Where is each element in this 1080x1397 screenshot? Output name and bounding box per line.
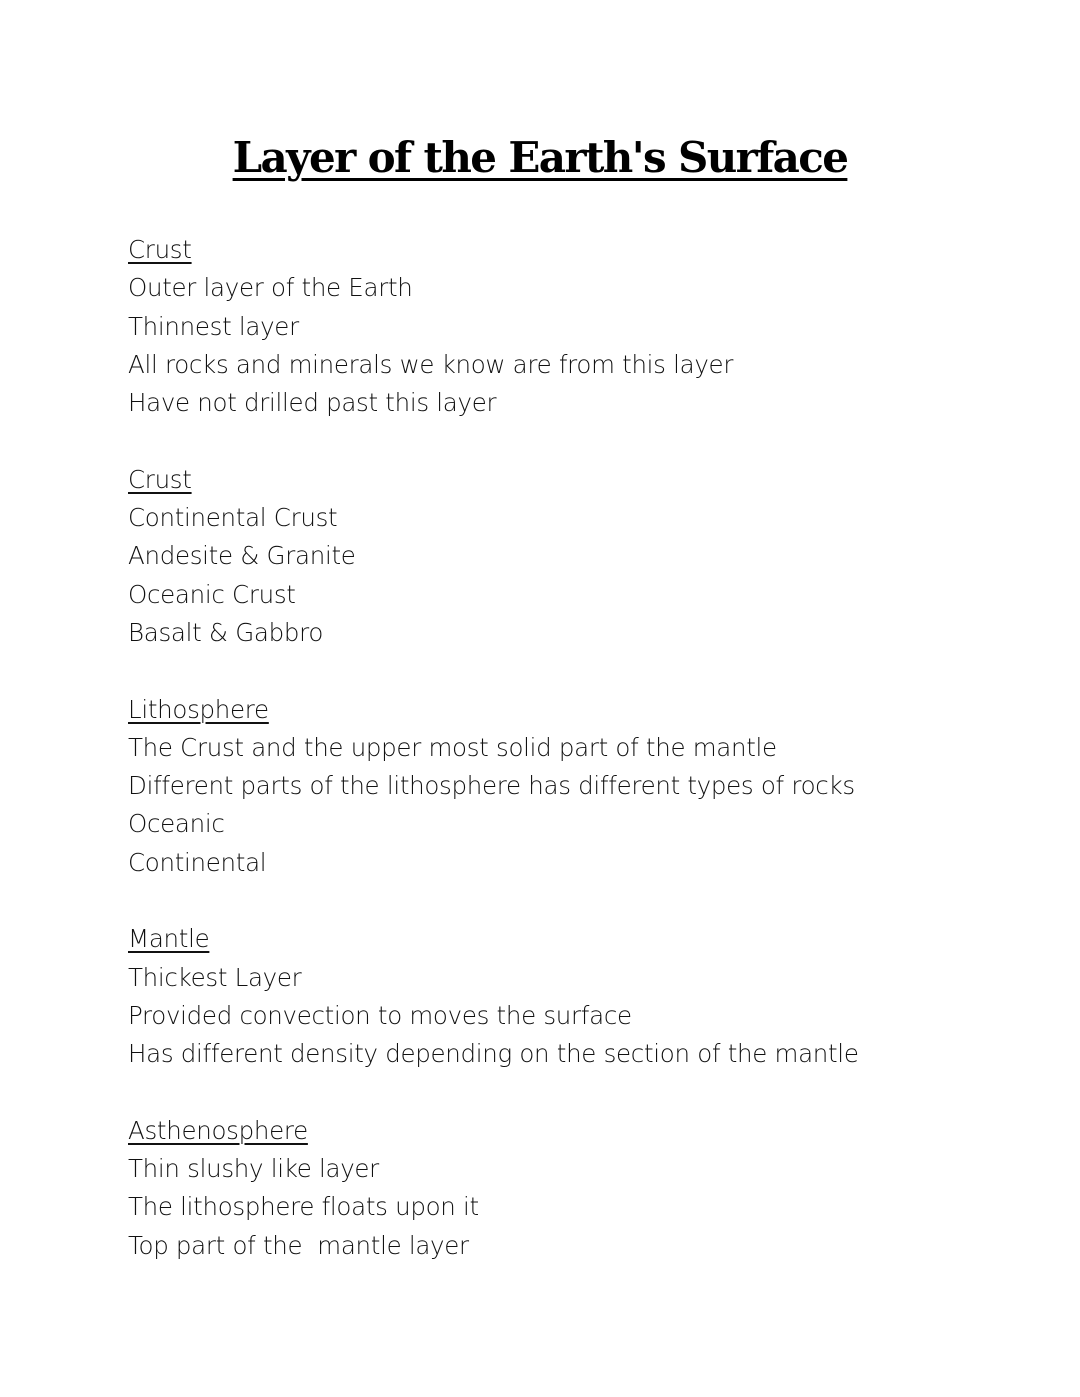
section-heading: Asthenosphere [128, 1115, 308, 1145]
section-line: Continental Crust [128, 503, 338, 533]
section-line: Oceanic [128, 809, 225, 839]
section-asthenosphere [128, 1112, 988, 1265]
page-title [0, 128, 1080, 188]
page-title-text: Layer of the Earth's Surface [232, 133, 848, 182]
section-line: Thinnest layer [128, 311, 299, 341]
section-line: Provided convection to moves the surface [128, 1000, 632, 1030]
section-crust-types [128, 461, 988, 652]
section-crust [128, 231, 988, 422]
section-line: All rocks and minerals we know are from this layer [128, 349, 734, 379]
section-line: Have not drilled past this layer [128, 388, 497, 418]
section-line: The Crust and the upper most solid part of the mantle [128, 732, 777, 762]
section-line: Different parts of the lithosphere has different types of rocks [128, 771, 855, 801]
section-line: Andesite & Granite [128, 541, 356, 571]
section-line: Oceanic Crust [128, 579, 296, 609]
section-heading: Crust [128, 235, 192, 264]
section-line: Basalt & Gabbro [128, 617, 324, 647]
section-heading: Mantle [128, 924, 210, 954]
section-heading: Lithosphere [128, 694, 269, 724]
section-line: Outer layer of the Earth [128, 273, 413, 303]
section-line: Continental [128, 847, 267, 877]
section-line: Top part of the mantle layer [128, 1230, 469, 1260]
document-body [128, 231, 988, 1303]
section-mantle [128, 920, 988, 1073]
section-heading: Crust [128, 464, 192, 494]
section-line: Has different density depending on the section of the mantle [128, 1039, 859, 1069]
section-line: Thickest Layer [128, 962, 302, 992]
section-lithosphere [128, 691, 988, 882]
section-line: Thin slushy like layer [128, 1154, 379, 1184]
section-line: The lithosphere floats upon it [128, 1192, 479, 1222]
